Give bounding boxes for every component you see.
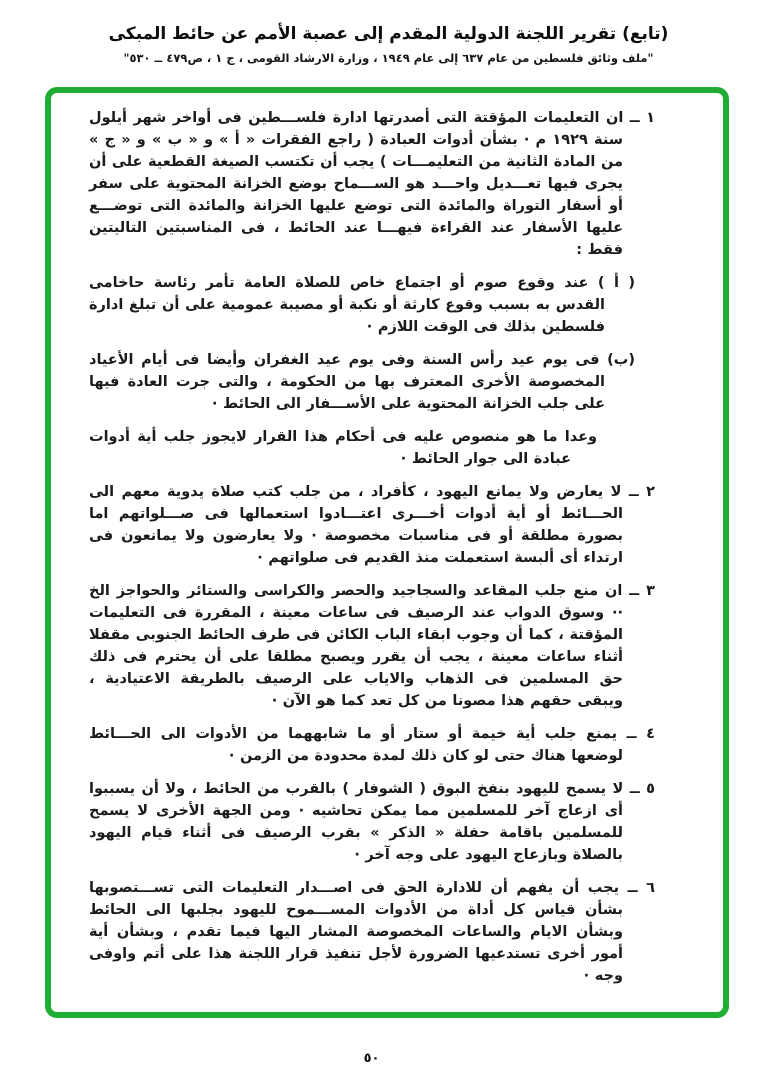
subclause-b-letter: (ب): [607, 352, 635, 368]
clause-4: [89, 723, 655, 767]
document-title: (تابع) تقرير اللجنة الدولية المقدم إلى عصبة الأمم عن حائط المبكى: [108, 24, 669, 44]
clause-4-text: يمنع جلب أية خيمة أو ستار أو ما شابههما من الأدوات الى الحـــائط لوضعها هناك حتى لو كان ذلك لمدة محدودة من الزمن ·: [89, 726, 623, 764]
subclause-b: [89, 349, 635, 415]
clause-2: [89, 481, 655, 569]
clause-3: [89, 580, 655, 712]
clause-2-text: لا يعارض ولا يمانع اليهود ، كأفراد ، من جلب كتب صلاة يدوية معهم الى الحـــائط أو أية أدوات أخـــرى اعتـــادوا استعمالها فى صـــلواتهم اما بصورة مطلقة أو فى مناسبات مخصوصة · ولا يعارضون ولا يمانعون فى ارتداء أى ألبسة استعملت منذ القديم فى صلواتهم ·: [89, 484, 623, 566]
clause-3-text: ان منع جلب المقاعد والسجاجيد والحصر والكراسى والستائر والحواجز الخ ·· وسوق الدواب عند الرصيف فى ساعات معينة ، المقررة فى التعليمات المؤقتة ، كما أن وجوب ابقاء الباب الكائن فى طرف الحائط الجنوبى مقفلا أثناء ساعات معينة ، يجب أن يقرر ويصبح مطلقا على أن يحترم فى ذلك حق المسلمين فى الذهاب والاياب على الرصيف بالطريقة الاعتيادية ، ويبقى حقهم هذا مصونا من كل تعد كما هو الآن ·: [89, 583, 623, 709]
document-source-citation: "ملف وثائق فلسطين من عام ٦٣٧ إلى عام ١٩٤٩ ، وزارة الارشاد القومى ، ج ١ ، ص٤٧٩ ــ ٥٣٠": [123, 51, 654, 65]
subclause-a-text: عند وقوع صوم أو اجتماع خاص للصلاة العامة تأمر رئاسة حاخامى القدس به بسبب وقوع كارثة أو نكبة أو مصيبة عمومية على أن تبلغ ادارة فلسطين بذلك فى الوقت اللازم ·: [89, 275, 605, 335]
clause-4-number: ٤ ــ: [626, 726, 655, 742]
clause-6-text: يجب أن يفهم أن للادارة الحق فى اصـــدار التعليمات التى تســـتصوبها بشأن قياس كل أداة من الأدوات المســـموح لليهود بجلبها الى الحائط وبشأن الايام والساعات المخصوصة المشار اليها فيما تقدم ، وبشأن أية أمور أخرى تستدعيها الضرورة لأجل تنفيذ قرار اللجنة هذا على أتم واوفى وجه ·: [89, 880, 623, 984]
document-header: [0, 24, 777, 65]
clause-1-text: ان التعليمات المؤقتة التى أصدرتها ادارة فلســـطين فى أواخر شهر أيلول سنة ١٩٢٩ م · بشأن أدوات العبادة ( راجع الفقرات « أ » و « ب » و « ج » من المادة الثانية من التعليمـــات ) يجب أن تكتسب الصيغة القطعية على أن يجرى فيها تعـــديل واحـــد هو الســـماح بوضع الخزانة المحتوية على سفر أو أسفار التوراة والمائدة التى توضع عليها الخزانة والمائدة التى توضـــع عليها الأسفار عند القراءة فيهـــا عند الحائط ، فى المناسبتين التاليتين فقط :: [89, 110, 624, 258]
clause-3-number: ٣ ــ: [629, 583, 655, 599]
clause-6: [89, 877, 655, 987]
clause-1-number: ١ ــ: [629, 110, 655, 126]
page-number: ٥٠: [363, 1051, 380, 1066]
subclause-a: [89, 272, 635, 338]
clause-2-number: ٢ ــ: [628, 484, 655, 500]
clause-5-text: لا يسمح لليهود بنفخ البوق ( الشوفار ) بالقرب من الحائط ، ولا أن يسببوا أى ازعاج آخر للمسلمين مما يمكن تحاشيه · ومن الجهة الأخرى لا يسمح للمسلمين باقامة حفلة « الذكر » بقرب الرصيف فى أثناء قيام اليهود بالصلاة وبازعاج اليهود على وجه آخر ·: [89, 781, 624, 863]
subclause-a-letter: ( أ ): [597, 275, 635, 291]
clause-1-closing-text: وعدا ما هو منصوص عليه فى أحكام هذا القرار لايجوز جلب أية أدوات عبادة الى جوار الحائط ·: [89, 429, 597, 467]
subclause-b-text: فى يوم عيد رأس السنة وفى يوم عيد الغفران وأيضا فى أيام الأعياد المخصوصة الأخرى المعترف بها من الحكومة ، والتى جرت العادة فيها على جلب الخزانة المحتوية على الأســـفار الى الحائط ·: [89, 352, 605, 412]
clause-5: [89, 778, 655, 866]
clause-1: [89, 107, 655, 261]
document-body: [45, 87, 729, 1018]
clause-5-number: ٥ ــ: [629, 781, 655, 797]
clause-6-number: ٦ ــ: [627, 880, 655, 896]
clause-1-closing-note: [89, 426, 597, 470]
